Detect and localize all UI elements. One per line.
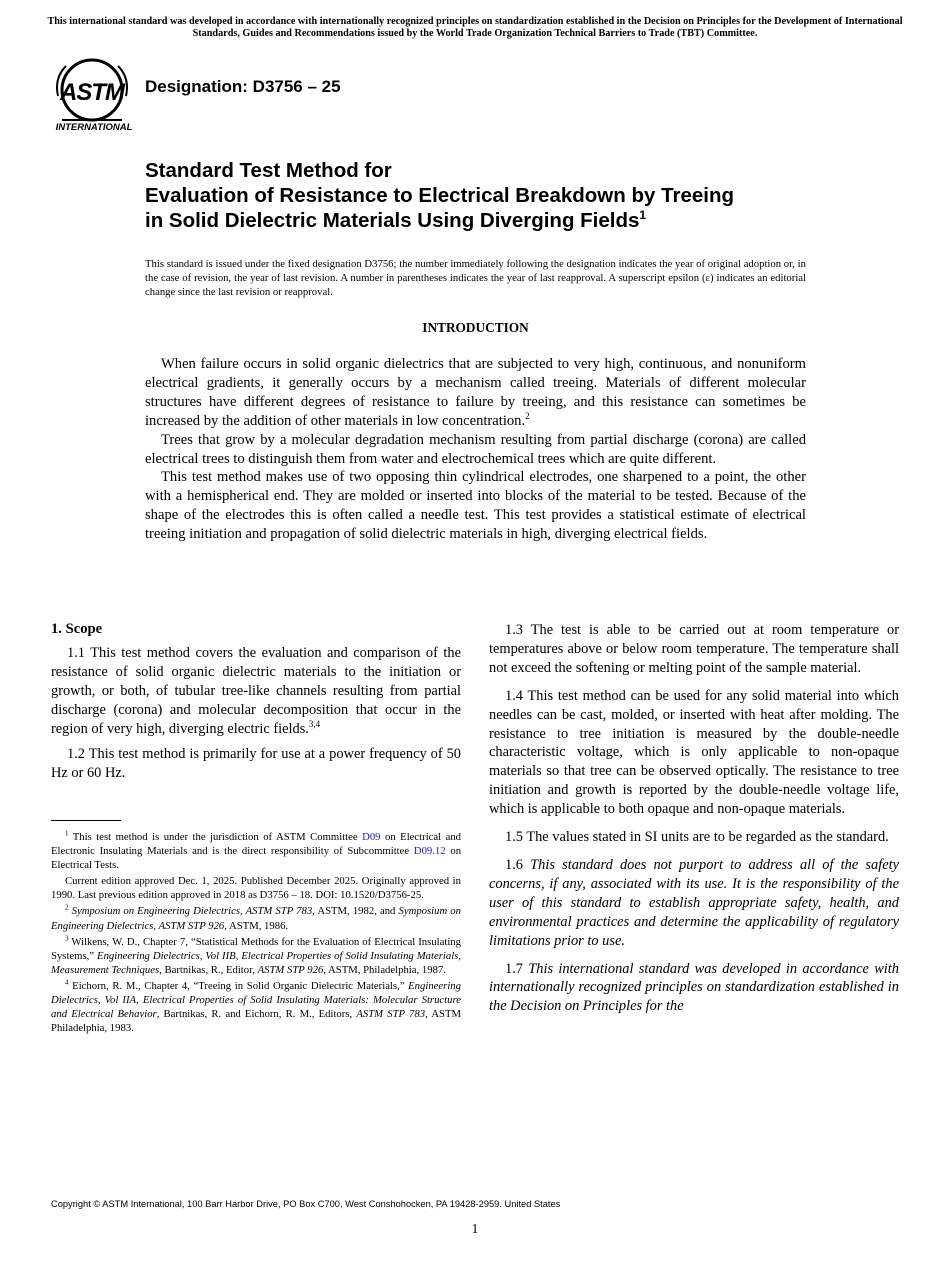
logo-international: INTERNATIONAL	[55, 122, 133, 132]
logo-letters: ASTM	[60, 79, 124, 106]
introduction-body	[145, 355, 806, 544]
copyright-notice: Copyright © ASTM International, 100 Barr Harbor Drive, PO Box C700, West Conshohocken, PA 19428-2959. United States	[51, 1199, 561, 1209]
top-notice: This international standard was developed in accordance with internationally recognized principles on standardization established in the Decision on Principles for the Development of International Standards, Guides and Recommendations issued by the World Trade Organization Technical Barriers to Trade (TBT) Committee.	[47, 16, 903, 39]
footnote-2: $^2$ Symposium on Engineering Dielectrics, ASTM STP 783, ASTM, 1982, and Symposium on Engineering Dielectrics, ASTM STP 926, ASTM, 1986.	[51, 903, 461, 932]
footnote-ref-2: 2	[525, 410, 530, 421]
title-line-3: in Solid Dielectric Materials Using Diverging Fields	[145, 209, 640, 232]
intro-paragraph-3: This test method makes use of two opposing thin cylindrical electrodes, one sharpened to a point, the other with a hemispherical end. They are molded or inserted into blocks of the material to be tested. Because of the shape of the electrodes this is often called a needle test. This test provides a statistical estimate of electrical treeing initiation and propagation of solid dielectric materials in high, diverging electrical fields.	[145, 469, 806, 543]
footnote-3: $^3$ Wilkens, W. D., Chapter 7, “Statistical Methods for the Evaluation of Electrical Insulating Systems,” Engineering Dielectrics, Vol IIB, Electrical Properties of Solid Insulating Materials, Measurement Techniques, Bartnikas, R., Editor, ASTM STP 926, ASTM, Philadelphia, 1987.	[51, 934, 461, 976]
scope-heading: 1. Scope	[51, 621, 103, 637]
section-1-5: 1.5 The values stated in SI units are to be regarded as the standard.	[505, 829, 889, 846]
section-1-3: 1.3 The test is able to be carried out at room temperature or temperatures above or below room temperature. The temperature shall not exceed the softening or melting point of the sample material.	[489, 622, 899, 676]
title-line-2: Evaluation of Resistance to Electrical Breakdown by Treeing	[145, 184, 734, 207]
issuance-statement: This standard is issued under the fixed designation D3756; the number immediately following the designation indicates the year of original adoption or, in the case of revision, the year of last revision. A number in parentheses indicates the year of last reapproval. A superscript epsilon (ε) indicates an editorial change since the last revision or reapproval.	[145, 258, 806, 299]
footnote-divider	[51, 820, 121, 821]
section-1-7: 1.7 This international standard was developed in accordance with internationally recognized principles on standardization established in the Decision on Principles for the	[489, 960, 899, 1015]
title-line-1: Standard Test Method for	[145, 159, 392, 182]
intro-paragraph-2: Trees that grow by a molecular degradation mechanism resulting from partial discharge (corona) are called electrical trees to distinguish them from water and electrochemical trees which are quite different.	[145, 431, 806, 467]
link-d09-12[interactable]: D09.12	[413, 845, 446, 858]
document-title	[145, 158, 845, 233]
section-1-1: 1.1 This test method covers the evaluation and comparison of the resistance of solid organic dielectric materials to the initiation or growth, or both, of tubular tree-like channels resulting from partial discharge (corona) and molecular decomposition that occur in the region of very high, diverging electric fields.$^{3,4}$	[51, 644, 461, 737]
designation: Designation: D3756 – 25	[145, 77, 341, 96]
footnote-4: $^4$ Eichorn, R. M., Chapter 4, “Treeing in Solid Organic Dielectric Materials,” Engineering Dielectrics, Vol IIA, Electrical Properties of Solid Insulating Materials: Molecular Structure and Electrical Behavior, Bartnikas, R. and Eichorn, R. M., Editors, ASTM STP 783, ASTM Philadelphia, 1983.	[51, 978, 462, 1035]
section-1-6: 1.6 This standard does not purport to address all of the safety concerns, if any, associated with its use. It is the responsibility of the user of this standard to establish appropriate safety, health, and environmental practices and determine the applicability of regulatory limitations prior to use.	[489, 856, 899, 949]
section-1-2: 1.2 This test method is primarily for use at a power frequency of 50 Hz or 60 Hz.	[51, 746, 461, 782]
right-column	[489, 621, 899, 1025]
intro-paragraph-1: When failure occurs in solid organic dielectrics that are subjected to very high, continuous, and nonuniform electrical gradients, it generally occurs by a mechanism called treeing. Materials of different molecular structures have different degrees of resistance to failure by treeing, and this resistance can sometimes be increased by the addition of other materials in low concentration.$^2$	[145, 356, 806, 429]
edition-note: Current edition approved Dec. 1, 2025. Published December 2025. Originally approved in 1990. Last previous edition approved in 2018 as D3756 – 18. DOI: 10.1520/D3756-25.	[51, 875, 461, 902]
page-number: 1	[471, 1221, 479, 1236]
astm-logo	[52, 56, 136, 132]
section-1-4: 1.4 This test method can be used for any solid material into which needles can be cast, molded, or inserted with heat after molding. The resistance to tree initiation is measured by the double-needle characteristic voltage, which is only applicable to non-opaque materials so that tree can be observed optically. The resistance to tree initiation and growth is reported by the double-needle voltage life, which is applicable to both opaque and non-opaque materials.	[489, 687, 899, 818]
footnote-1: $^1$ This test method is under the jurisdiction of ASTM Committee D09 on Electrical and Electronic Insulating Materials and is the direct responsibility of Subcommittee D09.12 on Electrical Tests.	[51, 829, 462, 872]
footnotes	[51, 830, 461, 1037]
footnote-ref-3-4: 3,4	[308, 718, 321, 729]
left-column	[51, 620, 461, 790]
introduction-heading: INTRODUCTION	[422, 320, 529, 335]
link-d09[interactable]: D09	[362, 831, 381, 843]
title-footnote-mark: 1	[639, 208, 647, 223]
